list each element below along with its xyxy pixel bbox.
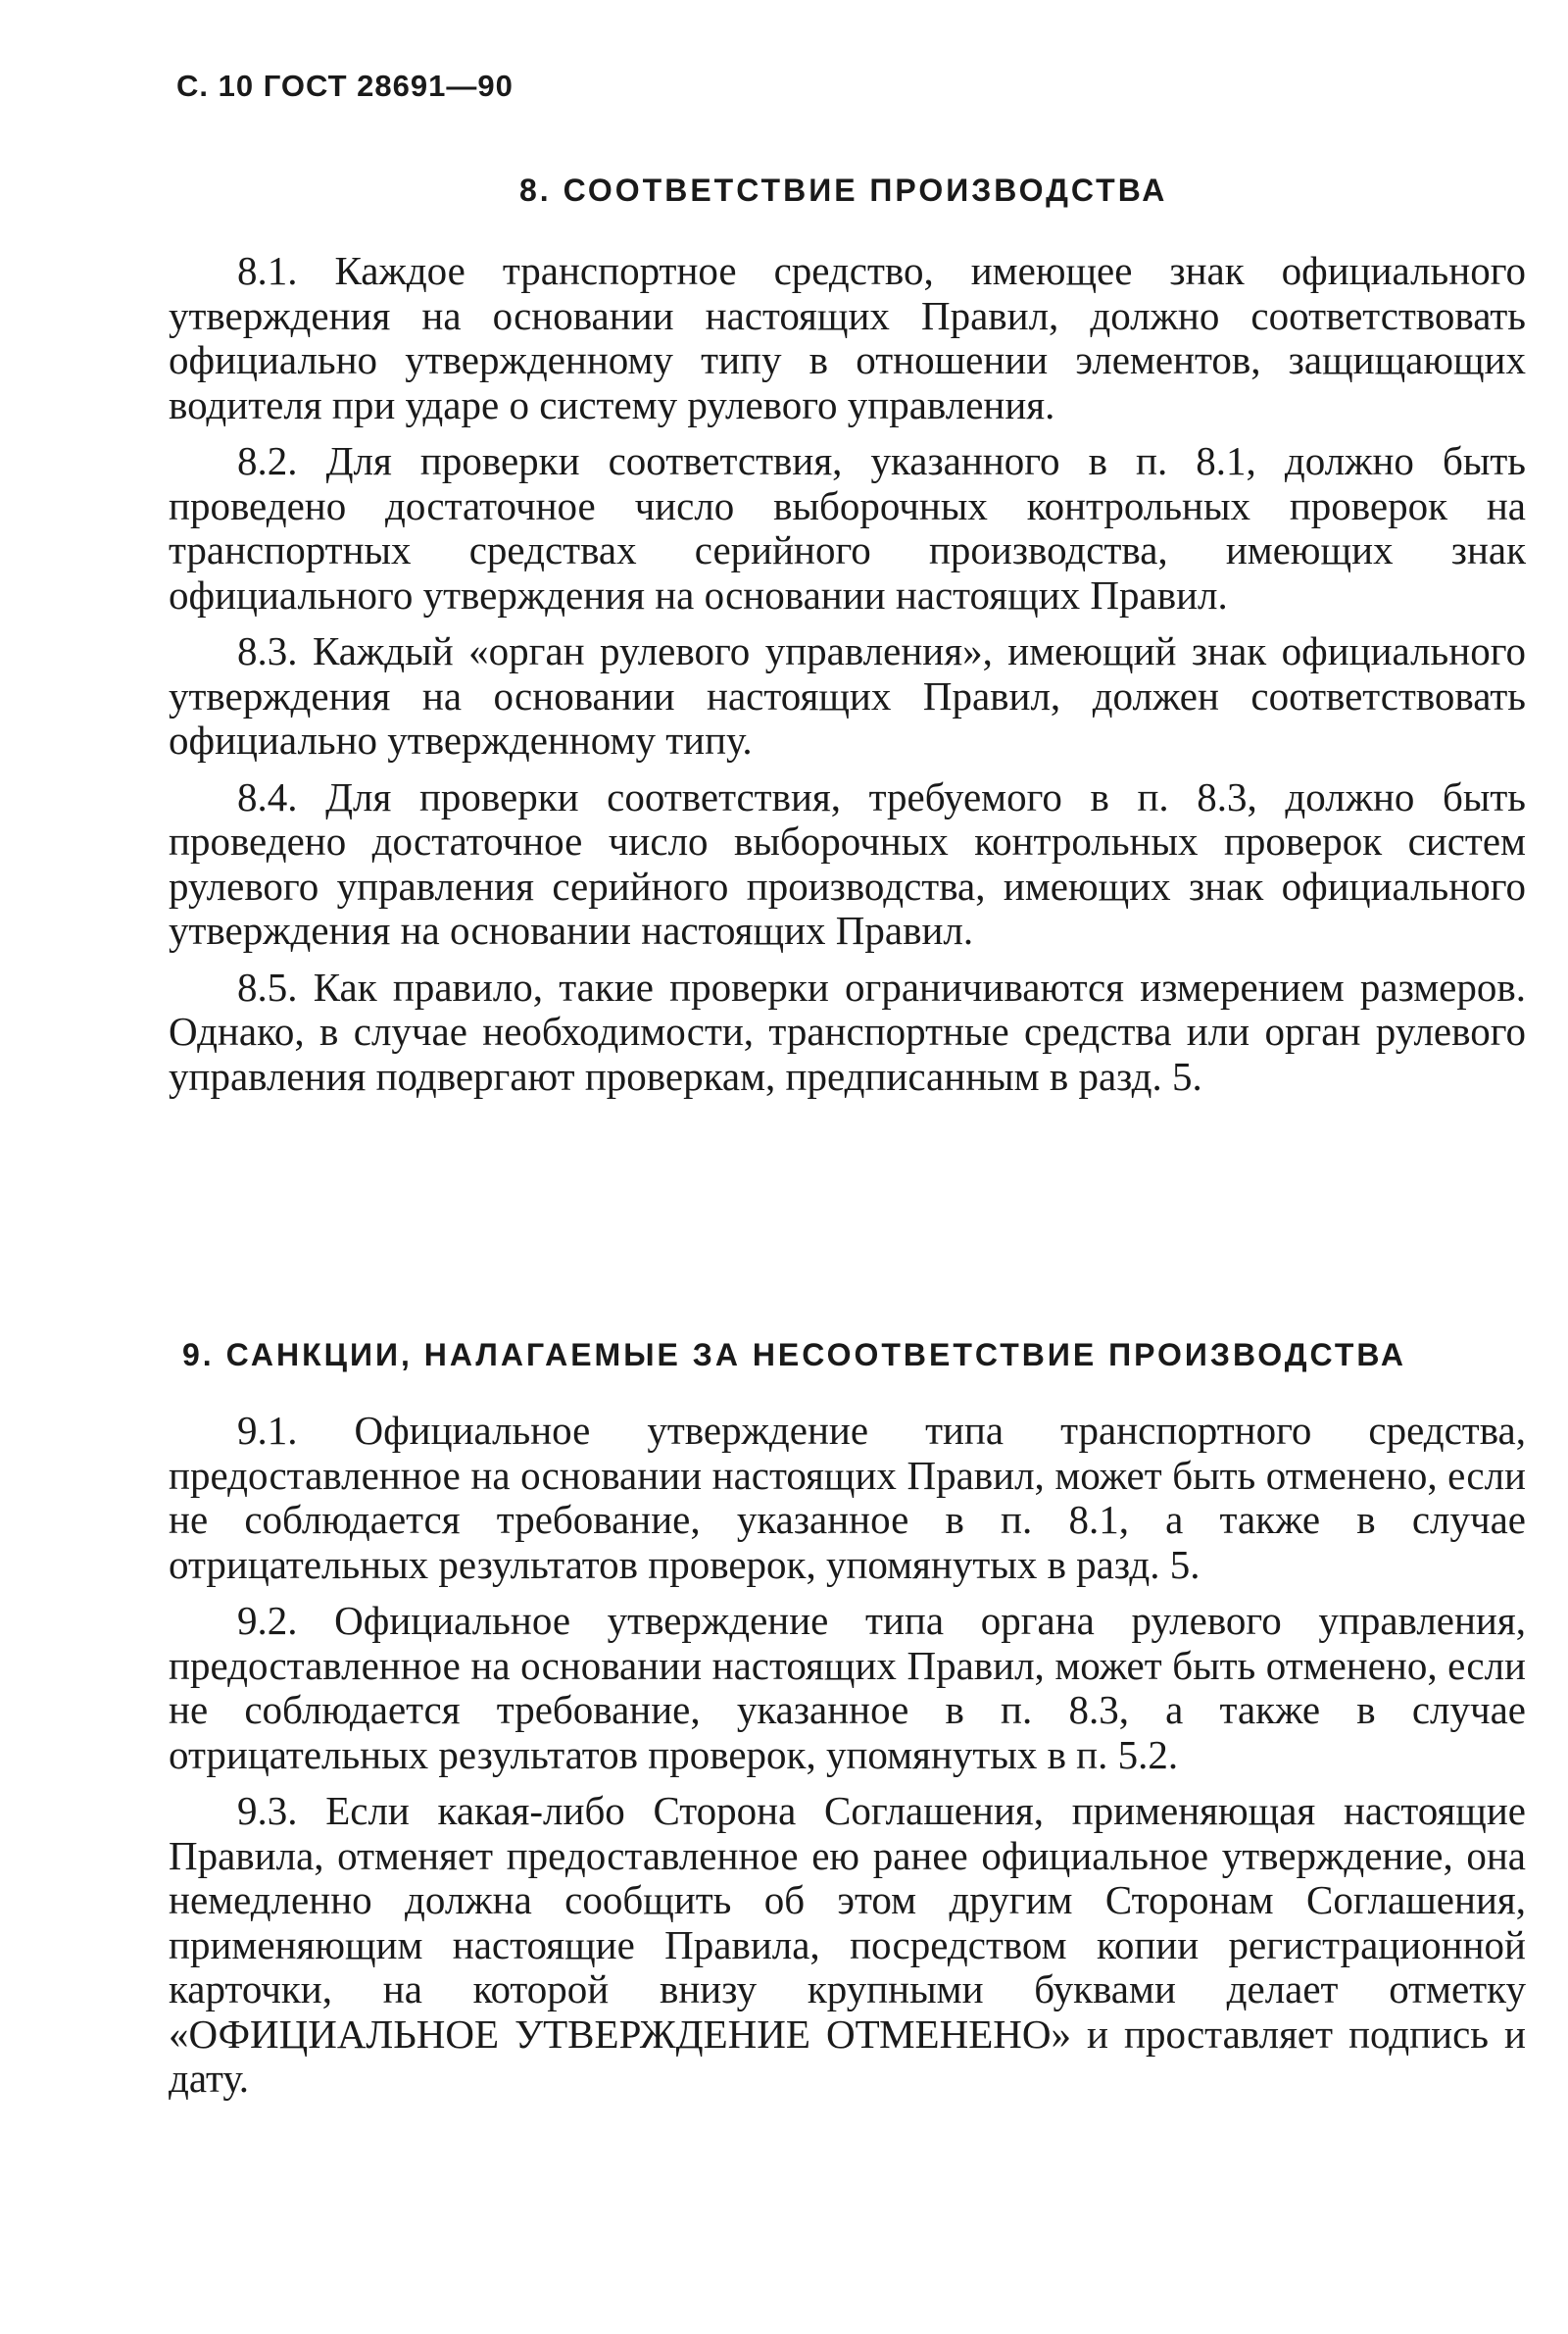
paragraph-8-5: 8.5. Как правило, такие проверки ограничиваются измерением размеров. Однако, в случае необходимости, транспортные средства или орган рулевого управления подвергают проверкам, предписанным в разд. 5.	[169, 964, 1526, 1099]
section-9-body	[169, 1409, 1526, 2113]
section-9-heading: 9. САНКЦИИ, НАЛАГАЕМЫЕ ЗА НЕСООТВЕТСТВИЕ ПРОИЗВОДСТВА	[182, 1337, 1407, 1372]
section-8-heading: 8. СООТВЕТСТВИЕ ПРОИЗВОДСТВА	[519, 173, 1168, 208]
paragraph-8-1: 8.1. Каждое транспортное средство, имеющее знак официального утверждения на основании настоящих Правил, должно соответствовать официально утвержденному типу в отношении элементов, защищающих водителя при ударе о систему рулевого управления.	[169, 248, 1526, 427]
paragraph-9-3: 9.3. Если какая-либо Сторона Соглашения, применяющая настоящие Правила, отменяет предоставленное ею ранее официальное утверждение, она немедленно должна сообщить об этом другим Сторонам Соглашения, применяющим настоящие Правила, посредством копии регистрационной карточки, на которой внизу крупными буквами делает отметку «ОФИЦИАЛЬНОЕ УТВЕРЖДЕНИЕ ОТМЕНЕНО» и проставляет подпись и дату.	[169, 1788, 1526, 2101]
paragraph-9-2: 9.2. Официальное утверждение типа органа рулевого управления, предоставленное на основании настоящих Правил, может быть отменено, если не соблюдается требование, указанное в п. 8.3, а также в случае отрицательных результатов проверок, упомянутых в п. 5.2.	[169, 1598, 1526, 1777]
paragraph-8-4: 8.4. Для проверки соответствия, требуемого в п. 8.3, должно быть проведено достаточное число выборочных контрольных проверок систем рулевого управления серийного производства, имеющих знак официального утверждения на основании настоящих Правил.	[169, 773, 1526, 953]
paragraph-8-2: 8.2. Для проверки соответствия, указанного в п. 8.1, должно быть проведено достаточное число выборочных контрольных проверок на транспортных средствах серийного производства, имеющих знак официального утверждения на основании настоящих Правил.	[169, 438, 1526, 618]
section-8-body	[169, 249, 1526, 1111]
paragraph-9-1: 9.1. Официальное утверждение типа транспортного средства, предоставленное на основании настоящих Правил, может быть отменено, если не соблюдается требование, указанное в п. 8.1, а также в случае отрицательных результатов проверок, упомянутых в разд. 5.	[169, 1408, 1526, 1587]
page-header: С. 10 ГОСТ 28691—90	[176, 69, 514, 103]
paragraph-8-3: 8.3. Каждый «орган рулевого управления», имеющий знак официального утверждения на основании настоящих Правил, должен соответствовать официально утвержденному типу.	[169, 628, 1526, 763]
